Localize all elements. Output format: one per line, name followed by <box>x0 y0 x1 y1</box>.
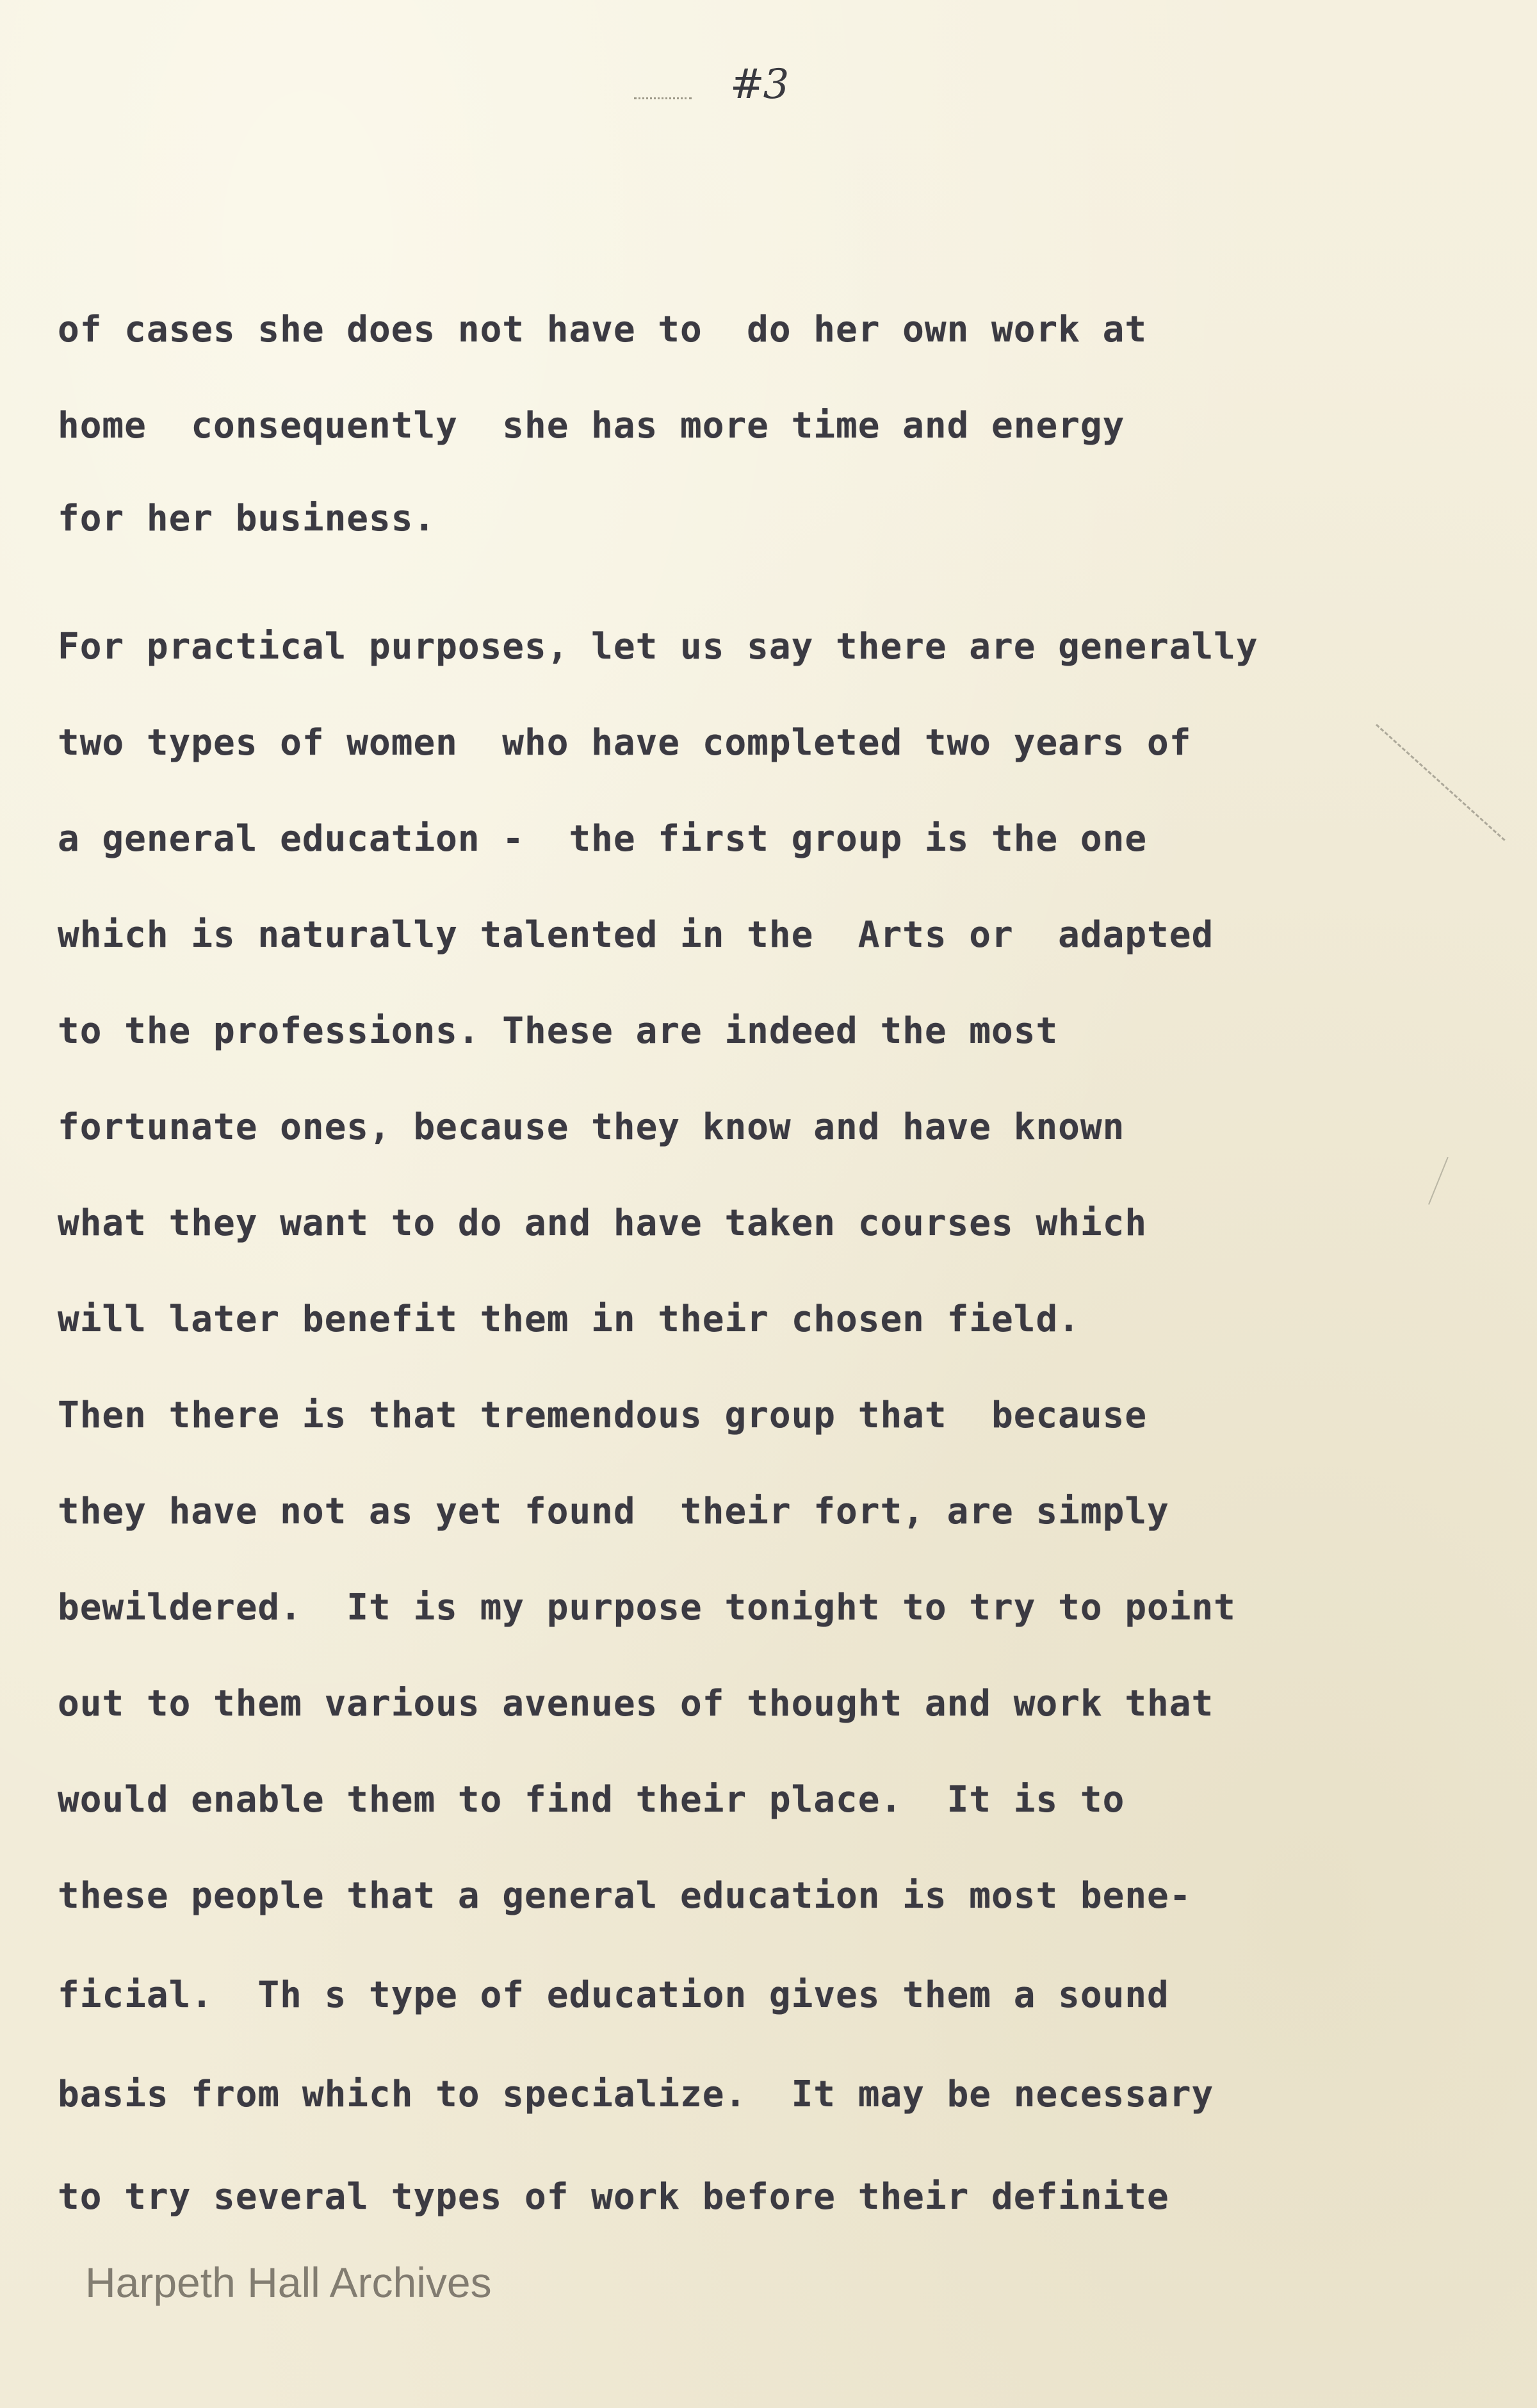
text-line: to the professions. These are indeed the most <box>58 1010 1059 1052</box>
text-line: for her business. <box>58 498 436 539</box>
text-line: basis from which to specialize. It may be necessary <box>58 2074 1214 2115</box>
text-line: bewildered. It is my purpose tonight to try to point <box>58 1587 1236 1628</box>
paper-scratch-mark <box>1428 1157 1449 1205</box>
text-line: would enable them to find their place. It is to <box>58 1779 1125 1821</box>
typescript-body <box>58 0 1390 2218</box>
text-line: will later benefit them in their chosen field. <box>58 1298 1080 1340</box>
page-number: #3 <box>730 61 788 108</box>
text-line: ficial. Th s type of education gives them a sound <box>58 1974 1169 2016</box>
text-line: what they want to do and have taken courses which <box>58 1202 1148 1244</box>
text-line: which is naturally talented in the Arts or adapted <box>58 914 1214 956</box>
text-line: these people that a general education is most bene- <box>58 1875 1192 1917</box>
text-line: two types of women who have completed two years of <box>58 722 1192 764</box>
text-line: they have not as yet found their fort, are simply <box>58 1491 1169 1532</box>
text-line: out to them various avenues of thought and work that <box>58 1683 1214 1724</box>
text-line: home consequently she has more time and energy <box>58 405 1125 446</box>
text-line: of cases she does not have to do her own work at <box>58 309 1148 350</box>
paper-fold-mark <box>1376 724 1506 841</box>
text-line: to try several types of work before their definite <box>58 2176 1169 2218</box>
archive-watermark: Harpeth Hall Archives <box>85 2259 492 2306</box>
text-line: fortunate ones, because they know and have known <box>58 1106 1125 1148</box>
text-line: a general education - the first group is the one <box>58 818 1148 860</box>
text-line: For practical purposes, let us say there are generally <box>58 626 1258 668</box>
text-line: Then there is that tremendous group that because <box>58 1395 1148 1436</box>
